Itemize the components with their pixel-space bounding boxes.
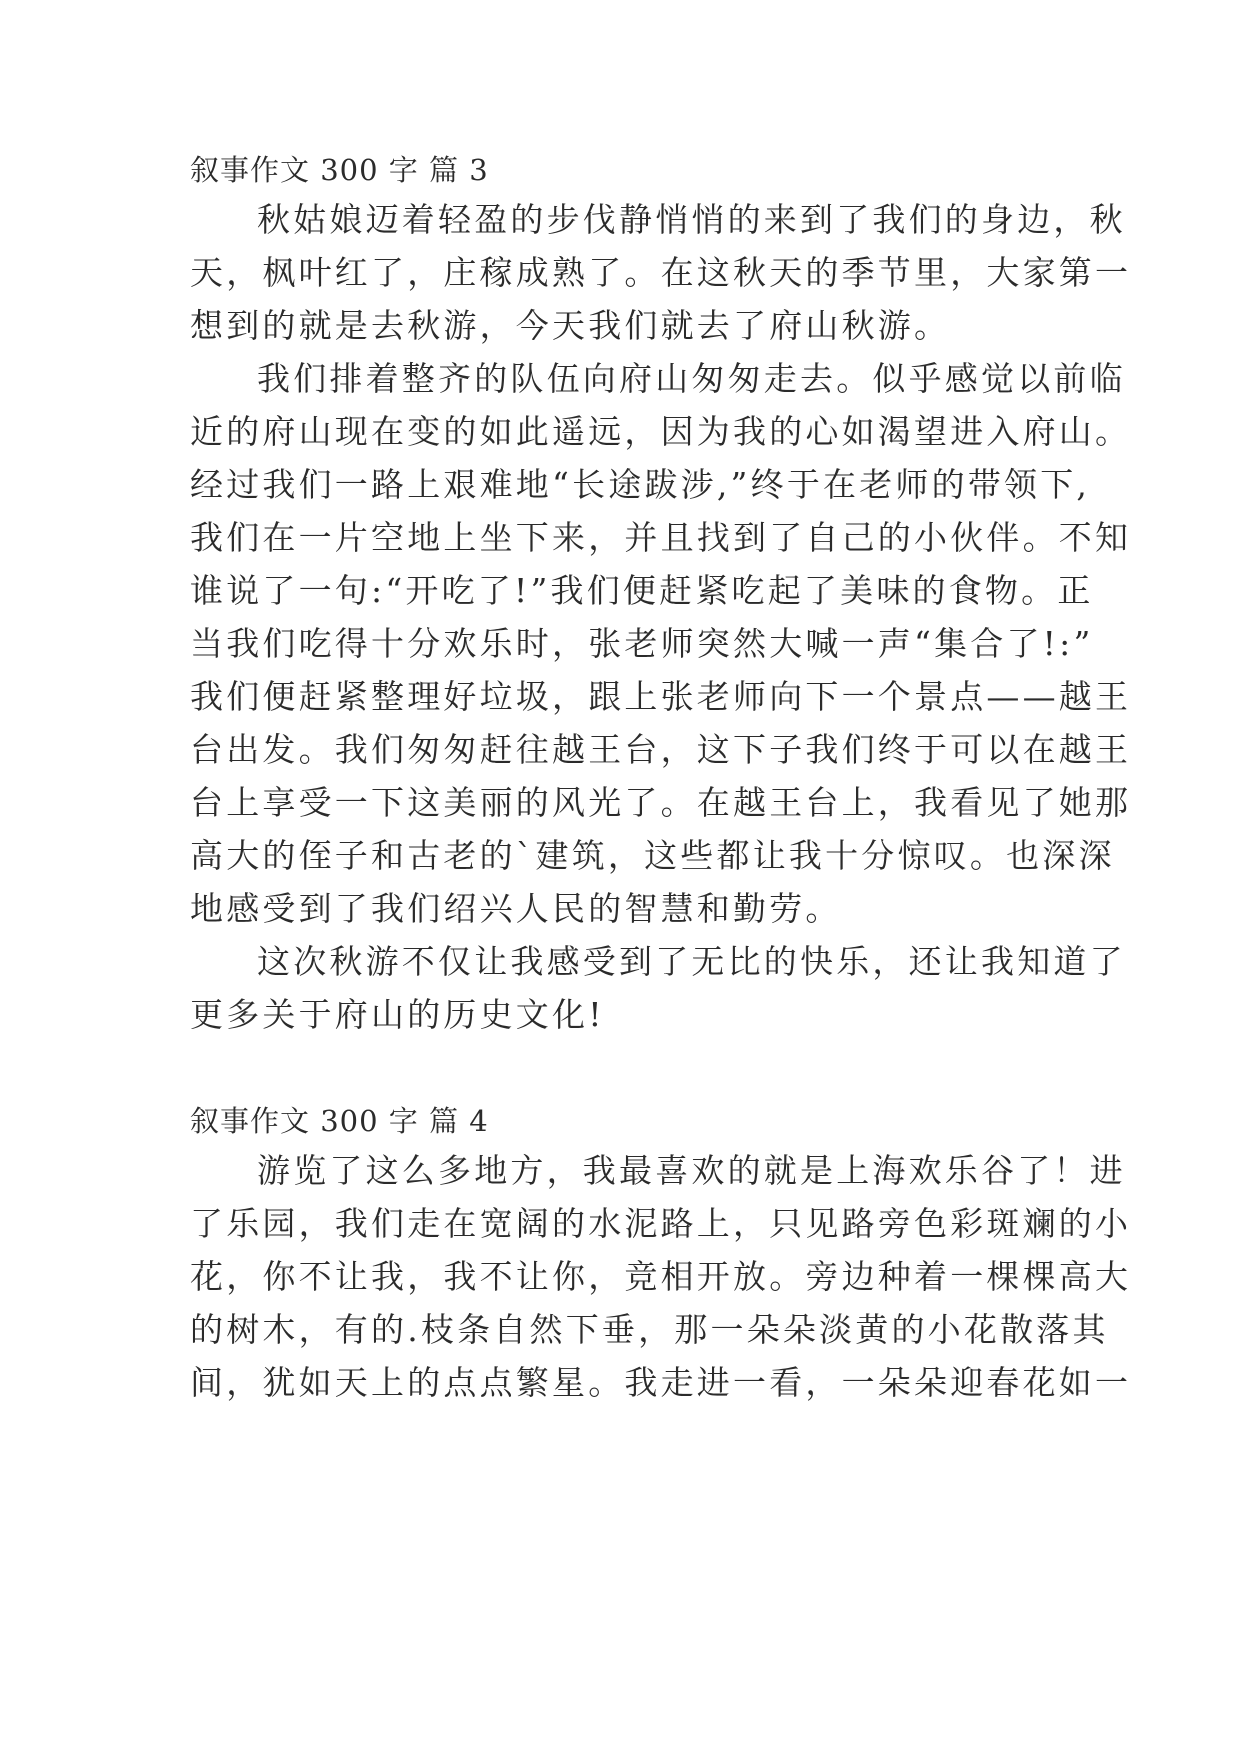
paragraph-line: 台出发。我们匆匆赶往越王台，这下子我们终于可以在越王 <box>190 730 1132 769</box>
paragraph-line: 天，枫叶红了，庄稼成熟了。在这秋天的季节里，大家第一 <box>190 253 1132 292</box>
paragraph-line: 秋姑娘迈着轻盈的步伐静悄悄的来到了我们的身边，秋 <box>257 200 1126 239</box>
paragraph-line: 谁说了一句:“开吃了!”我们便赶紧吃起了美味的食物。正 <box>190 571 1094 610</box>
paragraph-line: 了乐园，我们走在宽阔的水泥路上，只见路旁色彩斑斓的小 <box>190 1204 1132 1243</box>
paragraph-line: 近的府山现在变的如此遥远，因为我的心如渴望进入府山。 <box>190 412 1132 451</box>
paragraph-line: 这次秋游不仅让我感受到了无比的快乐，还让我知道了 <box>257 942 1126 981</box>
paragraph-line: 花，你不让我，我不让你，竞相开放。旁边种着一棵棵高大 <box>190 1257 1132 1296</box>
paragraph-line: 台上享受一下这美丽的风光了。在越王台上，我看见了她那 <box>190 783 1132 822</box>
paragraph-line: 我们在一片空地上坐下来，并且找到了自己的小伙伴。不知 <box>190 518 1132 557</box>
section-heading: 叙事作文 300 字 篇 4 <box>190 1104 489 1138</box>
paragraph-line: 地感受到了我们绍兴人民的智慧和勤劳。 <box>190 889 842 928</box>
paragraph-line: 间，犹如天上的点点繁星。我走进一看，一朵朵迎春花如一 <box>190 1363 1132 1402</box>
paragraph-line: 经过我们一路上艰难地“长途跋涉,”终于在老师的带领下, <box>190 465 1091 504</box>
paragraph-line: 我们便赶紧整理好垃圾，跟上张老师向下一个景点——越王 <box>190 677 1132 716</box>
paragraph-line: 我们排着整齐的队伍向府山匆匆走去。似乎感觉以前临 <box>257 359 1126 398</box>
paragraph-line: 想到的就是去秋游，今天我们就去了府山秋游。 <box>190 306 951 345</box>
paragraph-line: 高大的侄子和古老的`建筑，这些都让我十分惊叹。也深深 <box>190 836 1115 875</box>
paragraph-line: 游览了这么多地方，我最喜欢的就是上海欢乐谷了！进 <box>257 1151 1126 1190</box>
paragraph-line: 当我们吃得十分欢乐时，张老师突然大喊一声“集合了!:” <box>190 624 1094 663</box>
paragraph-line: 的树木，有的.枝条自然下垂，那一朵朵淡黄的小花散落其 <box>190 1310 1109 1349</box>
paragraph-line: 更多关于府山的历史文化! <box>190 995 605 1034</box>
section-heading: 叙事作文 300 字 篇 3 <box>190 153 489 187</box>
